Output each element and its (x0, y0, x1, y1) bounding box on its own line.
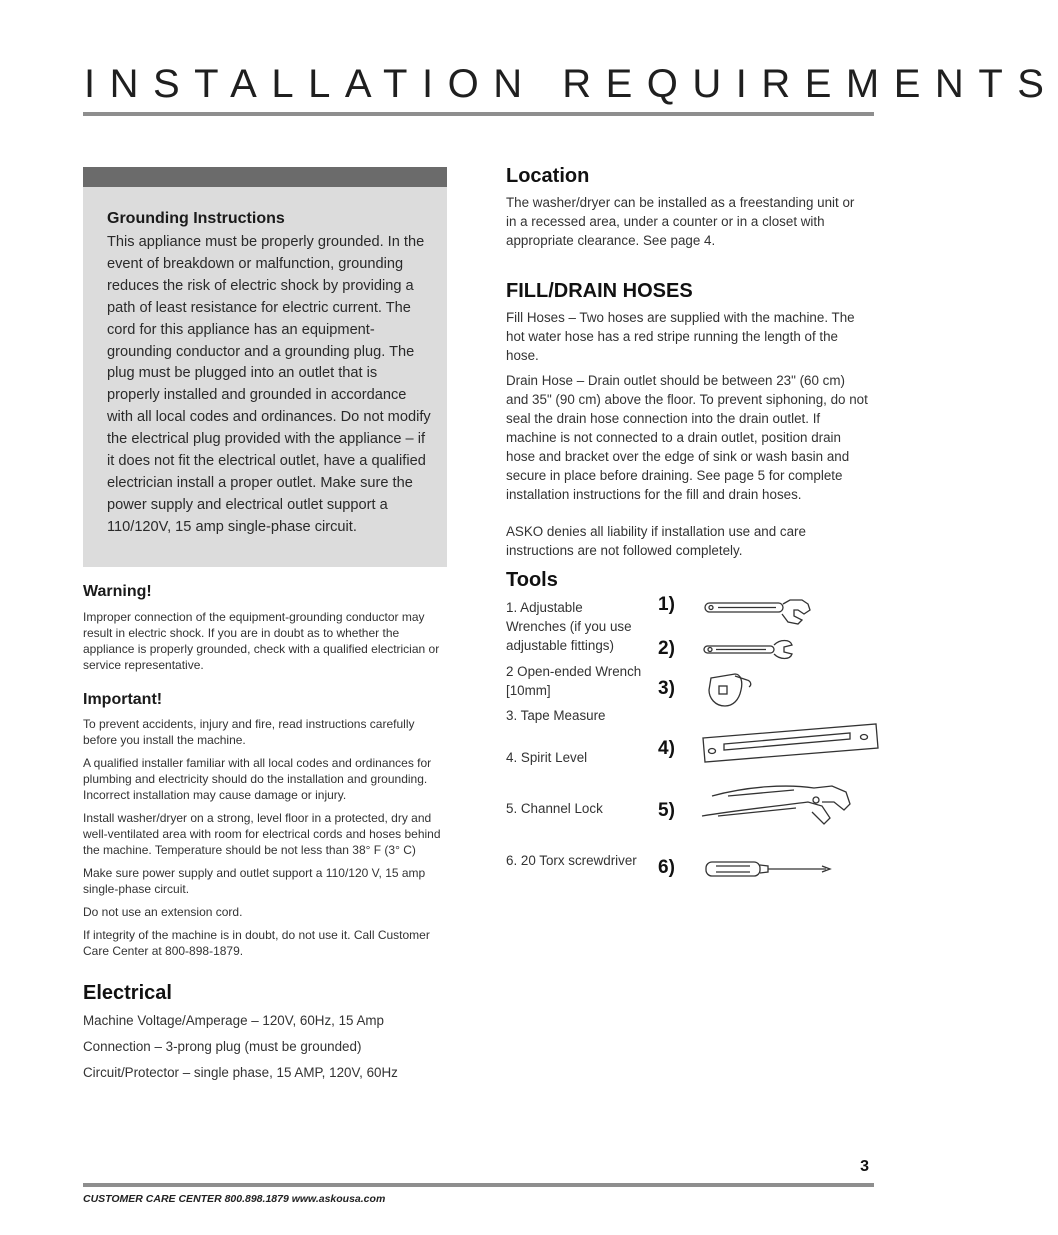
important-paragraph: Do not use an extension cord. (83, 905, 243, 919)
tool-item-label: 2 Open-ended Wrench [10mm] (506, 664, 642, 698)
page-number: 3 (860, 1158, 869, 1175)
channel-lock-icon (698, 782, 854, 828)
important-paragraph: To prevent accidents, injury and fire, read instructions carefully before you install the machine. (83, 717, 415, 747)
electrical-line: Circuit/Protector – single phase, 15 AMP, 120V, 60Hz (83, 1065, 398, 1080)
important-paragraph: Install washer/dryer on a strong, level floor in a protected, dry and well-ventilated area with room for electrical cords and hoses behind the machine. Temperature should be not less than 38° F (3° C) (83, 811, 441, 857)
header-rule (83, 112, 874, 116)
tool-number: 5) (658, 800, 675, 821)
important-paragraph: If integrity of the machine is in doubt, do not use it. Call Customer Care Center at 800-898-1879. (83, 928, 430, 958)
drain-hose-text: Drain Hose – Drain outlet should be between 23" (60 cm) and 35" (90 cm) above the floor. To prevent siphoning, do not seal the drain hose connection into the drain outlet. If machine is not connected to a drain outlet, position drain hose and bracket over the edge of sink or wash basin and secure in place before draining. See page 5 for complete installation instructions for the fill and drain hoses. (506, 373, 868, 502)
hoses-heading: FILL/DRAIN HOSES (506, 280, 693, 302)
tape-measure-icon (705, 668, 759, 710)
spirit-level-icon (700, 722, 880, 764)
footer-contact: CUSTOMER CARE CENTER 800.898.1879 www.askousa.com (83, 1193, 386, 1205)
grounding-body: This appliance must be properly grounded. In the event of breakdown or malfunction, grounding reduces the risk of electric shock by providing a path of least resistance for electric current. The cord for this appliance has an equipment-grounding conductor and a grounding plug. The plug must be plugged into an outlet that is properly installed and grounded in accordance with all local codes and ordinances. Do not modify the electrical plug provided with the appliance – if it does not fit the electrical outlet, have a qualified electrician install a proper outlet. Make sure the power supply and electrical outlet support a 110/120V, 15 amp single-phase circuit. (107, 234, 431, 535)
tool-number: 3) (658, 678, 675, 699)
tools-heading: Tools (506, 569, 558, 591)
important-paragraph: A qualified installer familiar with all local codes and ordinances for plumbing and electricity should do the installation and grounding. Incorrect installation may cause damage or injury. (83, 756, 432, 802)
important-list (83, 716, 446, 966)
open-ended-wrench-icon (702, 637, 794, 663)
electrical-line: Machine Voltage/Amperage – 120V, 60Hz, 15 Amp (83, 1013, 384, 1028)
location-heading: Location (506, 165, 590, 187)
page-title: INSTALLATION REQUIREMENTS (84, 62, 1058, 106)
important-heading: Important! (83, 691, 163, 708)
electrical-list (83, 1013, 443, 1091)
tool-item-label: 3. Tape Measure (506, 708, 606, 723)
warning-heading: Warning! (83, 583, 152, 600)
grounding-heading: Grounding Instructions (107, 210, 285, 227)
warning-body: Improper connection of the equipment-grounding conductor may result in electric shock. If you are in doubt as to whether the appliance is properly grounded, check with a qualified electrician or service representative. (83, 610, 440, 672)
location-body: The washer/dryer can be installed as a freestanding unit or in a recessed area, under a counter or in a closet with appropriate clearance. See page 4. (506, 195, 855, 248)
grounding-box-bar (83, 167, 447, 187)
tool-item-label: 4. Spirit Level (506, 750, 588, 765)
tool-item-label: 5. Channel Lock (506, 801, 603, 816)
tool-number: 6) (658, 857, 675, 878)
footer-rule (83, 1183, 874, 1187)
hoses-body (506, 308, 868, 566)
tool-number: 2) (658, 638, 675, 659)
adjustable-wrench-icon (702, 596, 814, 628)
liability-text: ASKO denies all liability if installation use and care instructions are not followed completely. (506, 524, 806, 558)
tool-item-label: 6. 20 Torx screwdriver (506, 853, 637, 868)
electrical-heading: Electrical (83, 982, 172, 1004)
torx-screwdriver-icon (704, 857, 834, 883)
tool-item-label: 1. Adjustable Wrenches (if you use adjustable fittings) (506, 600, 632, 653)
tool-number: 1) (658, 594, 675, 615)
fill-hoses-text: Fill Hoses – Two hoses are supplied with the machine. The hot water hose has a red stripe running the length of the hose. (506, 310, 855, 363)
tool-number: 4) (658, 738, 675, 759)
electrical-line: Connection – 3-prong plug (must be grounded) (83, 1039, 362, 1054)
important-paragraph: Make sure power supply and outlet support a 110/120 V, 15 amp single-phase circuit. (83, 866, 426, 896)
